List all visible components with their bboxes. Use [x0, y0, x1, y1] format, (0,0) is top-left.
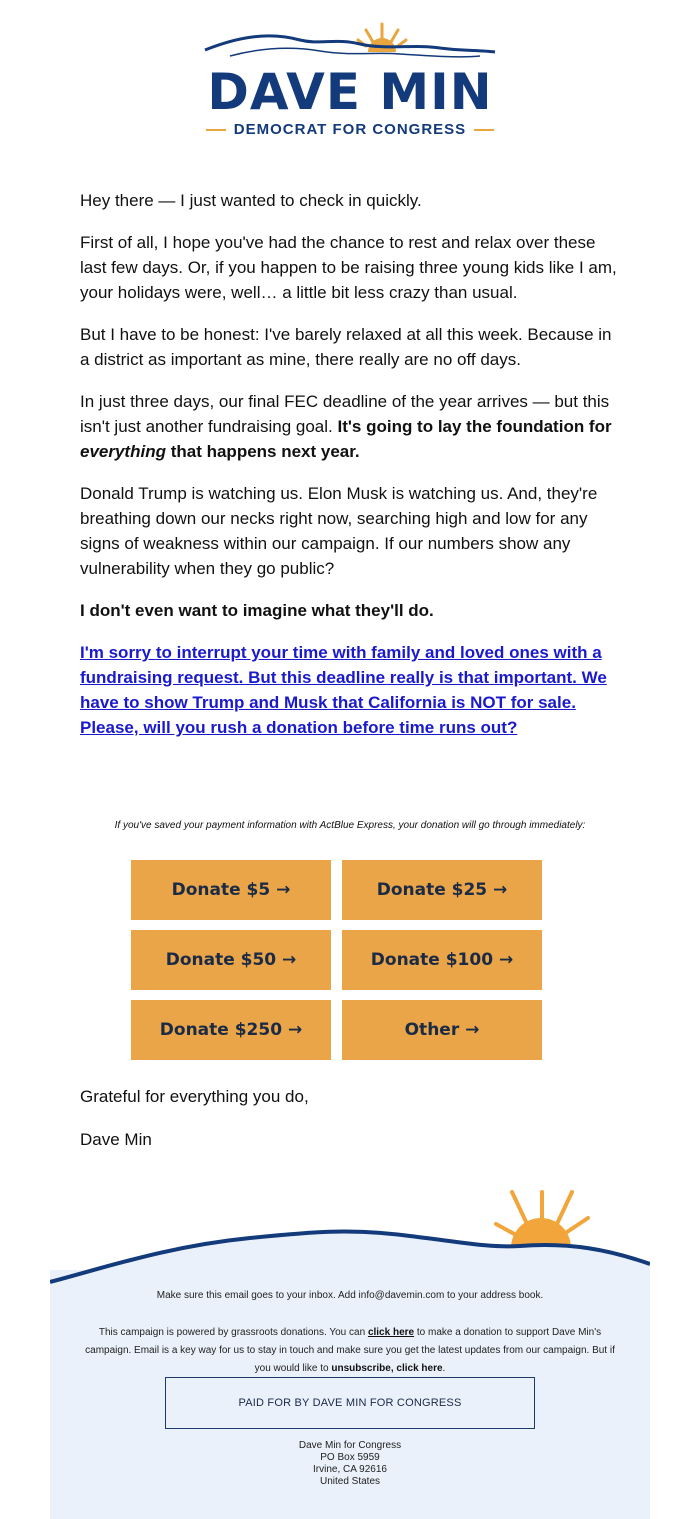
signoff-line: Grateful for everything you do,: [80, 1087, 309, 1106]
paragraph-deadline: [80, 389, 625, 464]
donate-100-button[interactable]: Donate $100 →: [342, 930, 542, 990]
address-line: United States: [319, 1476, 381, 1487]
paragraph-honest: But I have to be honest: I've barely relaxed at all this week. Because in a district as important as mine, there really are no off days.: [80, 325, 612, 369]
tagline-dash-left: [206, 129, 226, 131]
header: [0, 0, 700, 150]
address-line: Irvine, CA 92616: [313, 1464, 387, 1475]
logo-tagline: [0, 120, 700, 140]
address-line: Dave Min for Congress: [298, 1440, 402, 1451]
donate-25-button[interactable]: Donate $25 →: [342, 860, 542, 920]
email-body: [80, 188, 625, 757]
footer-text-a: This campaign is powered by grassroots donations. You can: [98, 1327, 368, 1338]
deadline-bold-italic: everything: [80, 442, 166, 461]
unsubscribe-link[interactable]: unsubscribe, click here: [331, 1363, 443, 1374]
imagine-bold: I don't even want to imagine what they'll do.: [80, 601, 434, 620]
paid-for-disclaimer: PAID FOR BY DAVE MIN FOR CONGRESS: [165, 1377, 535, 1429]
address-line: PO Box 5959: [320, 1452, 380, 1463]
actblue-express-note: If you've saved your payment information with ActBlue Express, your donation will go through immediately:: [114, 820, 586, 831]
signoff: [80, 1084, 625, 1170]
footer-donate-link[interactable]: click here: [367, 1327, 415, 1338]
donate-other-button[interactable]: Other →: [342, 1000, 542, 1060]
footer-text-c: .: [442, 1363, 446, 1374]
footer-wave-sun-icon: [50, 1186, 650, 1286]
paragraph-imagine: [80, 598, 625, 623]
tagline-dash-right: [474, 129, 494, 131]
footer-inbox-note: Make sure this email goes to your inbox. Add info@davemin.com to your address book.: [156, 1290, 544, 1301]
mailing-address: [50, 1440, 650, 1488]
deadline-bold-a: It's going to lay the foundation for: [337, 417, 612, 436]
signoff-name: Dave Min: [80, 1130, 152, 1149]
footer-paragraph: [78, 1324, 622, 1378]
paragraph-holidays: First of all, I hope you've had the chance to rest and relax over these last few days. Or, if you happen to be raising three young kids like I am, your holidays were, well… a little bit less crazy than usual.: [80, 233, 617, 302]
mountain-sun-logo-icon: [200, 18, 500, 63]
deadline-text: In just three days, our final FEC deadline of the year arrives — but this isn't just another fundraising goal.: [80, 392, 610, 436]
paragraph-watching: Donald Trump is watching us. Elon Musk is watching us. And, they're breathing down our necks right now, searching high and low for any signs of weakness within our campaign. If our numbers show any vulnerability when they go public?: [80, 484, 598, 578]
tagline-text: DEMOCRAT FOR CONGRESS: [233, 121, 467, 138]
donate-5-button[interactable]: Donate $5 →: [131, 860, 331, 920]
footer-text-b: to make a donation to support Dave Min's campaign. Email is a key way for us to stay in touch and make sure you get the latest updates from our campaign. But if you would like to: [85, 1327, 615, 1374]
donate-appeal-link[interactable]: I'm sorry to interrupt your time with family and loved ones with a fundraising request. But this deadline really is that important. We have to show Trump and Musk that California is NOT for sale. Please, will you rush a donation before time runs out?: [80, 643, 607, 737]
paragraph-greeting: Hey there — I just wanted to check in quickly.: [80, 191, 422, 210]
donate-250-button[interactable]: Donate $250 →: [131, 1000, 331, 1060]
paragraph-donate-link: [80, 640, 625, 740]
candidate-name-logo: DAVE MIN: [207, 63, 493, 121]
donate-50-button[interactable]: Donate $50 →: [131, 930, 331, 990]
deadline-bold-b: that happens next year.: [165, 442, 360, 461]
